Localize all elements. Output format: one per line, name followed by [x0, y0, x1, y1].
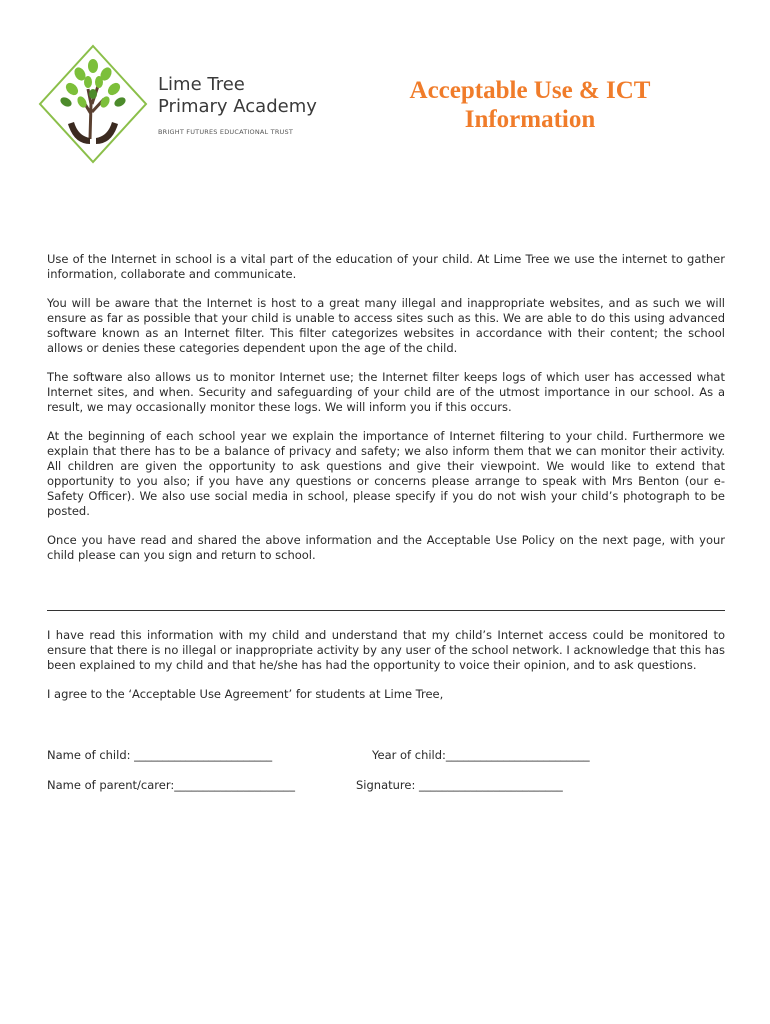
title-line2: Information	[464, 106, 596, 133]
school-name	[158, 74, 317, 118]
paragraph-school-year: At the beginning of each school year we explain the importance of Internet filtering to your child. Furthermore we explain that there has to be a balance of privacy and safety; we also inform them that we can monitor their activity. All children are given the opportunity to ask questions and give their viewpoint. We would like to extend that opportunity to you also; if you have any questions or concerns please arrange to speak with Mrs Benton (our e-Safety Officer). We also use social media in school, please specify if you do not wish your child’s photograph to be posted.	[47, 429, 725, 518]
school-name-line1: Lime Tree	[158, 74, 245, 95]
paragraph-internet-filter: You will be aware that the Internet is host to a great many illegal and inappropriate websites, and as such we will ensure as far as possible that your child is unable to access sites such as this. We are able to do this using advanced software known as an Internet filter. This filter categorizes websites in accordance with their content; the school allows or denies these categories dependent upon the age of the child.	[47, 296, 725, 355]
school-logo	[38, 44, 358, 164]
paragraph-return-instructions: Once you have read and shared the above information and the Acceptable Use Policy on the next page, with your child please can you sign and return to school.	[47, 533, 725, 562]
paragraph-internet-use: Use of the Internet in school is a vital part of the education of your child. At Lime Tree we use the internet to gather information, collaborate and communicate.	[47, 252, 725, 281]
paragraph-monitoring: The software also allows us to monitor Internet use; the Internet filter keeps logs of which user has accessed what Internet sites, and when. Security and safeguarding of your child are of the utmost importance in our school. As a result, we may occasionally monitor these logs. We will inform you if this occurs.	[47, 370, 725, 414]
child-name-field[interactable]: Name of child: ________________________	[47, 748, 273, 762]
signature-field[interactable]: Signature: _________________________	[356, 778, 563, 792]
tree-hands-logo-icon	[38, 44, 148, 164]
title-line1: Acceptable Use & ICT	[409, 77, 651, 104]
agreement-consent: I agree to the ‘Acceptable Use Agreement’ for students at Lime Tree,	[47, 687, 444, 701]
information-body	[47, 252, 725, 577]
agreement-section	[47, 628, 725, 716]
year-of-child-field[interactable]: Year of child:_________________________	[372, 748, 590, 762]
parent-name-field[interactable]: Name of parent/carer:_____________________	[47, 778, 295, 792]
page-title	[380, 76, 680, 134]
trust-name: BRIGHT FUTURES EDUCATIONAL TRUST	[158, 128, 293, 136]
school-name-line2: Primary Academy	[158, 96, 317, 117]
agreement-statement: I have read this information with my child and understand that my child’s Internet access could be monitored to ensure that there is no illegal or inappropriate activity by any user of the school network. I acknowledge that this has been explained to my child and that he/she has had the opportunity to voice their opinion, and to ask questions.	[47, 628, 725, 672]
section-divider	[47, 610, 725, 611]
